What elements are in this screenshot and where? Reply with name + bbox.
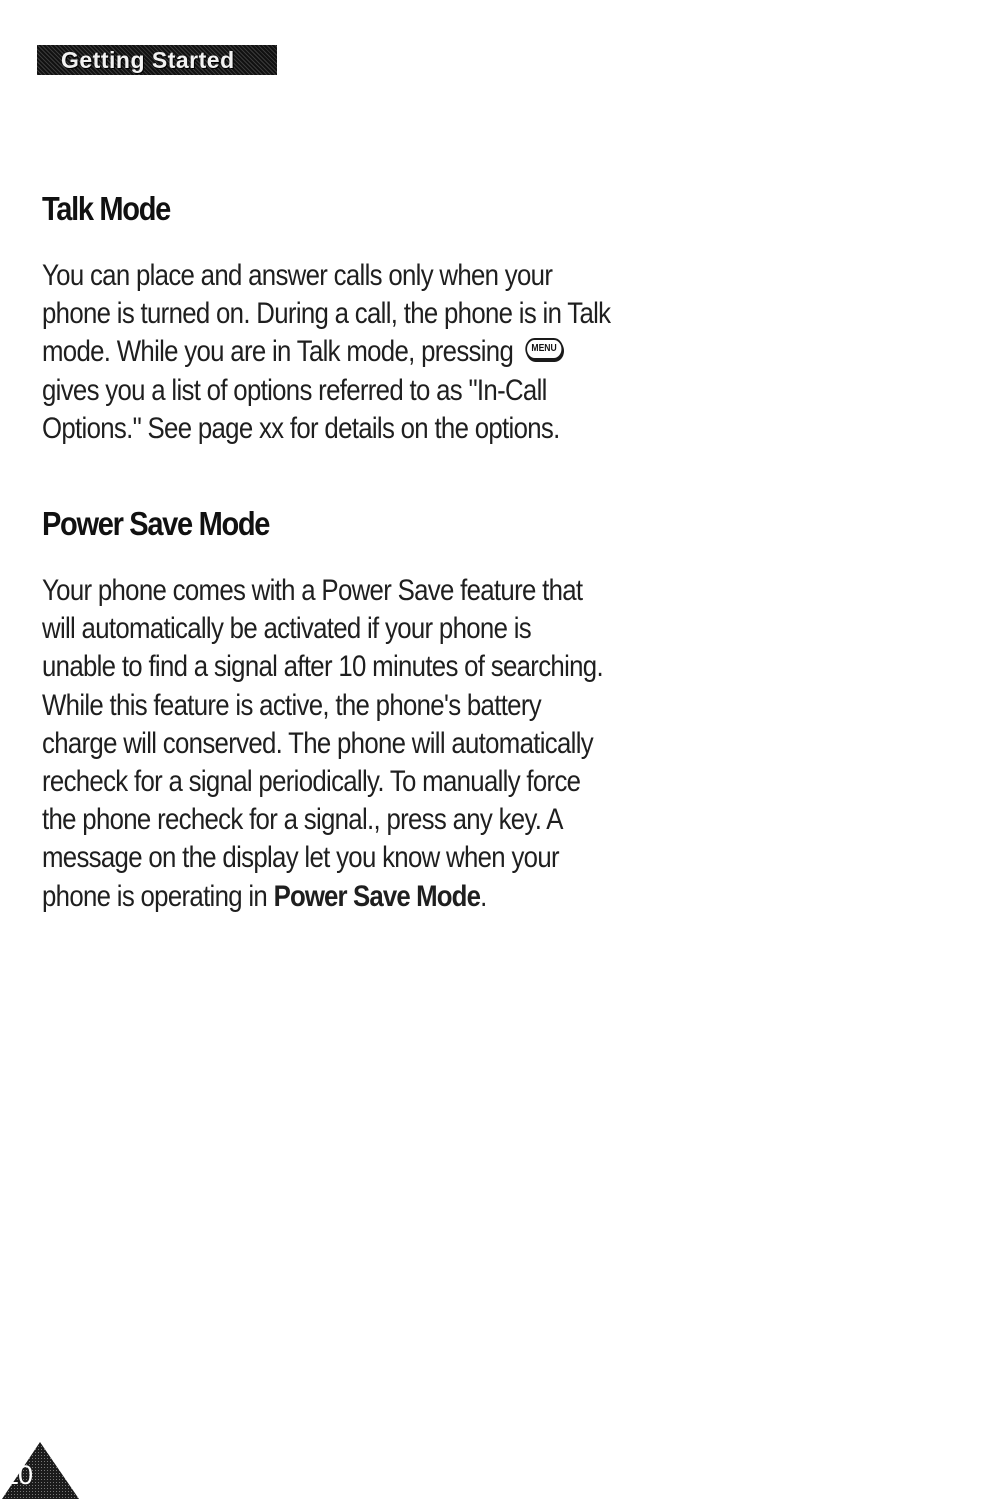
paragraph-line: You can place and answer calls only when your — [42, 259, 553, 292]
paragraph-line: recheck for a signal periodically. To manually force — [42, 765, 581, 799]
paragraph-line: gives you a list of options referred to as "In-Call — [42, 373, 547, 407]
paragraph-line-text: phone is operating in — [42, 879, 268, 913]
paragraph-line: charge will conserved. The phone will automatically — [42, 726, 593, 760]
power-save-mode-paragraph — [42, 572, 603, 916]
page-number: 20 — [4, 1460, 33, 1490]
paragraph-line — [42, 878, 603, 916]
sentence-end: . — [480, 879, 487, 913]
paragraph-line: the phone recheck for a signal., press any key. A — [42, 803, 563, 837]
paragraph-line: Options." See page xx for details on the options. — [42, 411, 560, 445]
paragraph-line: unable to find a signal after 10 minutes of searching. — [42, 650, 603, 684]
menu-key-icon: MENU — [525, 338, 563, 360]
paragraph-line: phone is turned on. During a call, the phone is in Talk — [42, 297, 611, 331]
paragraph-line — [42, 333, 610, 371]
paragraph-line-text: mode. While you are in Talk mode, pressing — [42, 335, 514, 369]
section-tab — [37, 45, 277, 75]
talk-mode-paragraph — [42, 257, 610, 448]
section-tab-label: Getting Started — [61, 46, 235, 73]
paragraph-line: While this feature is active, the phone's battery — [42, 688, 541, 722]
power-save-mode-heading: Power Save Mode — [42, 505, 270, 542]
paragraph-line: will automatically be activated if your phone is — [42, 612, 531, 646]
power-save-mode-term: Power Save Mode — [273, 879, 481, 913]
paragraph-line: Your phone comes with a Power Save feature that — [42, 574, 583, 607]
talk-mode-heading: Talk Mode — [42, 190, 170, 227]
paragraph-line: message on the display let you know when your — [42, 841, 559, 875]
